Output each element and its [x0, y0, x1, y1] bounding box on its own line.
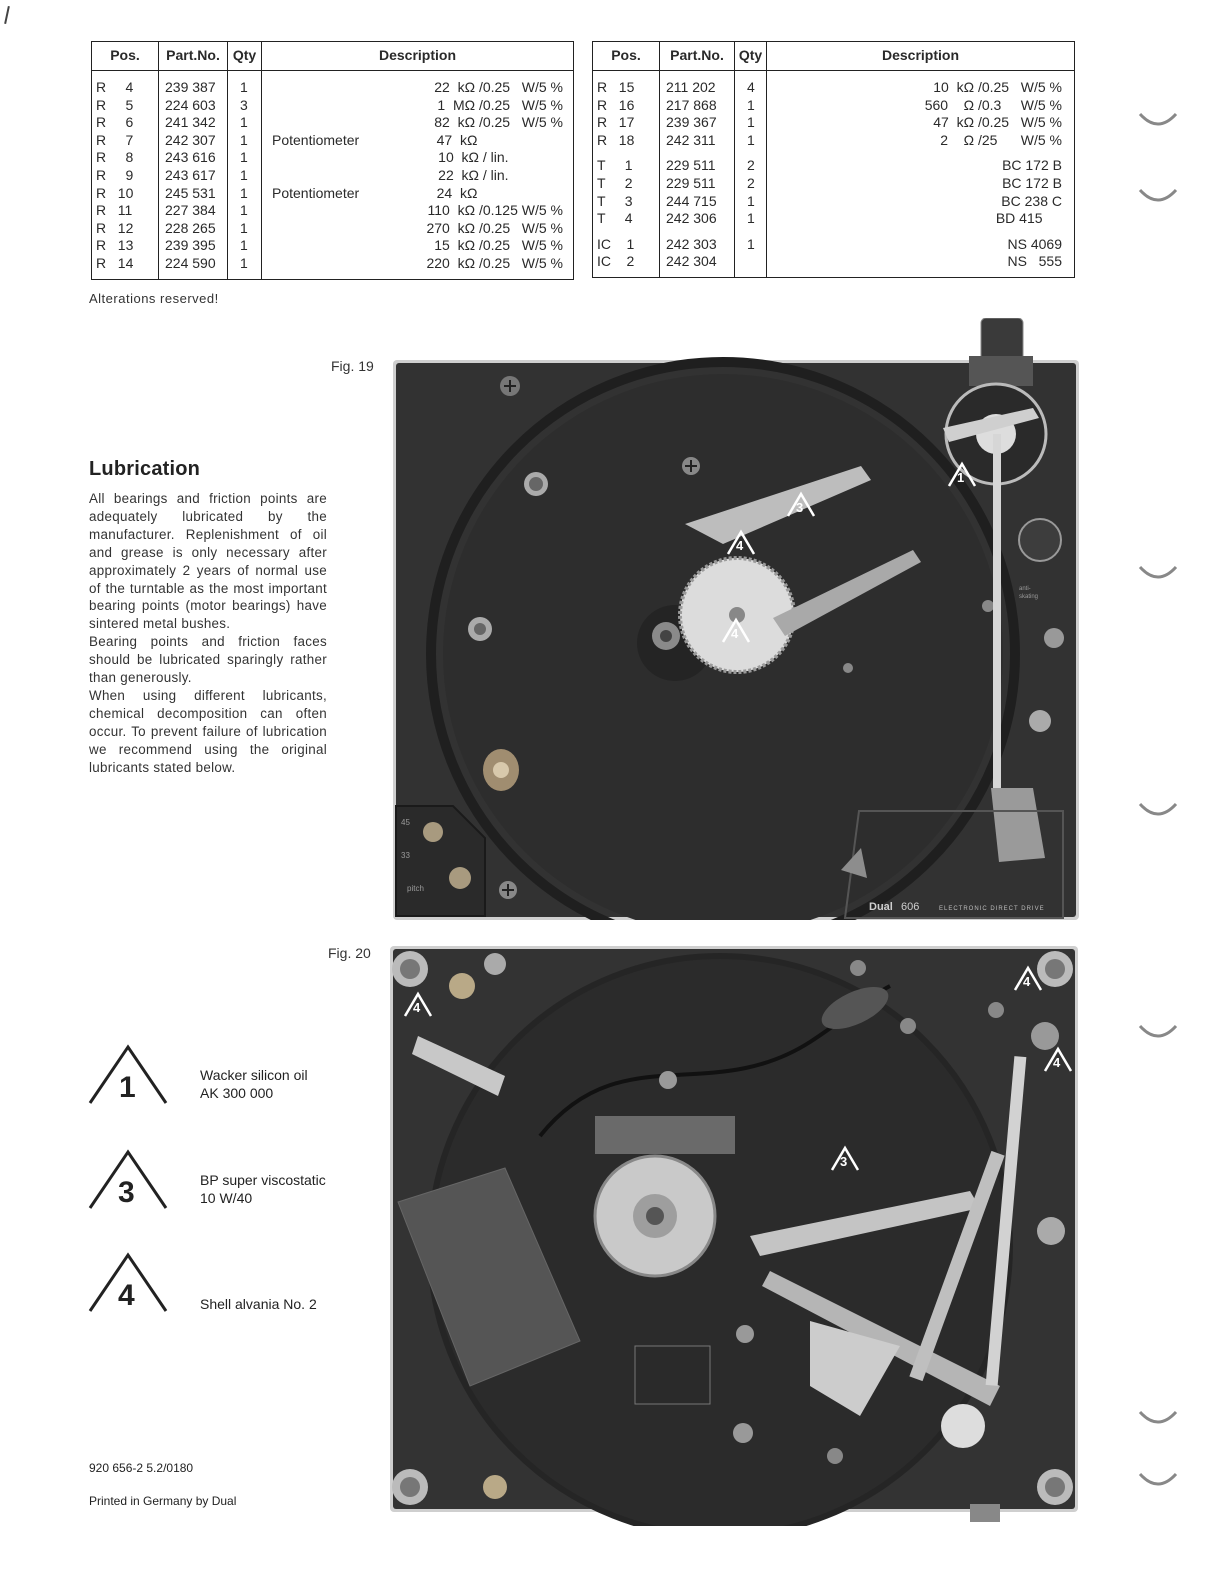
- lubricant-4-name: Shell alvania No. 2: [200, 1296, 317, 1312]
- cell-desc: BC 172 B: [767, 175, 1075, 193]
- slogan-label: ELECTRONIC DIRECT DRIVE: [939, 906, 1045, 912]
- col-part-header: Part.No.: [159, 42, 228, 71]
- cell-label: Potentiometer: [262, 132, 388, 150]
- cell-part: 239 395: [159, 237, 228, 255]
- svg-text:3: 3: [118, 1176, 135, 1209]
- cell-part: 227 384: [159, 202, 228, 220]
- cell-part: 245 531: [159, 185, 228, 203]
- cell-part: 224 590: [159, 255, 228, 279]
- speed-33-label: 33: [401, 851, 410, 860]
- table-row: [92, 185, 574, 203]
- cell-pos: IC 2: [593, 253, 660, 277]
- table-header-row: [593, 42, 1075, 71]
- cell-qty: 1: [735, 193, 767, 211]
- cell-qty: 1: [228, 237, 262, 255]
- lubrication-paragraph: All bearings and friction points are adequately lubricated by the manufacturer. Replenishment of oil and grease is only necessary after approximately 2 years of normal use of the turntable as the most important bearing points (motor bearings) have sintered metal bushes.: [89, 491, 327, 632]
- binder-hole: [1138, 100, 1178, 130]
- cell-qty: 1: [735, 97, 767, 115]
- cell-part: 229 511: [660, 175, 735, 193]
- binder-hole: [1138, 1398, 1178, 1428]
- cell-pos: R 12: [92, 220, 159, 238]
- cell-pos: R 8: [92, 149, 159, 167]
- cell-part: 243 616: [159, 149, 228, 167]
- fig20-label: Fig. 20: [328, 945, 371, 961]
- fig19-label: Fig. 19: [331, 358, 374, 374]
- table-row: [92, 132, 574, 150]
- table-row: [92, 237, 574, 255]
- cell-part: 242 307: [159, 132, 228, 150]
- svg-text:4: 4: [1053, 1055, 1061, 1070]
- col-desc-header: Description: [262, 42, 574, 71]
- cell-qty: 4: [735, 71, 767, 97]
- binder-hole: [1138, 1012, 1178, 1042]
- cell-desc: 560 Ω /0.3 W/5 %: [767, 97, 1075, 115]
- speed-45-label: 45: [401, 818, 410, 827]
- cell-pos: R 5: [92, 97, 159, 115]
- cell-label: Potentiometer: [262, 185, 388, 203]
- svg-text:3: 3: [840, 1154, 848, 1169]
- col-desc-header: Description: [767, 42, 1075, 71]
- table-row: [92, 202, 574, 220]
- cell-pos: R 6: [92, 114, 159, 132]
- cell-pos: T 2: [593, 175, 660, 193]
- cell-desc: NS 4069: [767, 228, 1075, 254]
- cell-label: [262, 220, 388, 238]
- cell-value: 22 kΩ /0.25 W/5 %: [387, 71, 573, 97]
- cell-part: 243 617: [159, 167, 228, 185]
- cell-value: 24 kΩ: [387, 185, 573, 203]
- cell-value: 22 kΩ / lin.: [387, 167, 573, 185]
- document-code: 920 656-2 5.2/0180: [89, 1461, 194, 1475]
- antiskating-label-2: skating: [1019, 594, 1039, 600]
- cell-pos: R 18: [593, 132, 660, 150]
- cell-qty: 1: [228, 132, 262, 150]
- pitch-label: pitch: [407, 884, 424, 893]
- col-qty-header: Qty: [735, 42, 767, 71]
- antiskating-label-1: anti-: [1019, 586, 1031, 592]
- table-row: [593, 132, 1075, 150]
- table-row: [92, 97, 574, 115]
- table-row: [92, 114, 574, 132]
- table-row: [92, 71, 574, 97]
- cell-label: [262, 167, 388, 185]
- cell-value: 10 kΩ / lin.: [387, 149, 573, 167]
- cell-part: 217 868: [660, 97, 735, 115]
- cell-part: 242 303: [660, 228, 735, 254]
- cell-desc: 47 kΩ /0.25 W/5 %: [767, 114, 1075, 132]
- table-row: [92, 220, 574, 238]
- col-pos-header: Pos.: [92, 42, 159, 71]
- cell-pos: T 1: [593, 149, 660, 175]
- brand-label: Dual: [869, 901, 893, 913]
- table-row: [593, 149, 1075, 175]
- lubricant-1-name: Wacker silicon oil: [200, 1067, 308, 1083]
- cell-pos: IC 1: [593, 228, 660, 254]
- model-label: 606: [901, 901, 920, 913]
- cell-part: 239 367: [660, 114, 735, 132]
- corner-mark: [4, 6, 10, 24]
- cell-qty: 1: [228, 220, 262, 238]
- cell-qty: 1: [228, 202, 262, 220]
- cell-desc: NS 555: [767, 253, 1075, 277]
- cell-pos: R 9: [92, 167, 159, 185]
- cell-label: [262, 202, 388, 220]
- svg-text:4: 4: [413, 1000, 421, 1015]
- table-row: [92, 255, 574, 279]
- binder-hole: [1138, 553, 1178, 583]
- table-header-row: [92, 42, 574, 71]
- cell-part: 244 715: [660, 193, 735, 211]
- cell-part: 241 342: [159, 114, 228, 132]
- binder-hole: [1138, 1460, 1178, 1490]
- cell-value: 1 MΩ /0.25 W/5 %: [387, 97, 573, 115]
- col-pos-header: Pos.: [593, 42, 660, 71]
- cell-part: 211 202: [660, 71, 735, 97]
- table-row: [593, 228, 1075, 254]
- cell-qty: [735, 253, 767, 277]
- cell-pos: R 17: [593, 114, 660, 132]
- cell-value: 270 kΩ /0.25 W/5 %: [387, 220, 573, 238]
- lubrication-body: [89, 490, 327, 777]
- lubrication-title: Lubrication: [89, 458, 201, 480]
- cell-part: 239 387: [159, 71, 228, 97]
- svg-text:3: 3: [796, 500, 804, 515]
- cell-label: [262, 255, 388, 279]
- parts-table-right: [592, 41, 1075, 278]
- cell-value: 220 kΩ /0.25 W/5 %: [387, 255, 573, 279]
- cell-pos: R 13: [92, 237, 159, 255]
- lubricant-3-text: [200, 1171, 326, 1207]
- cell-qty: 2: [735, 149, 767, 175]
- lubrication-paragraph: Bearing points and friction faces should be lubricated sparingly rather than generously.: [89, 634, 327, 686]
- cell-value: 15 kΩ /0.25 W/5 %: [387, 237, 573, 255]
- lubricant-1-code: AK 300 000: [200, 1085, 274, 1101]
- cell-pos: R 10: [92, 185, 159, 203]
- cell-label: [262, 114, 388, 132]
- cell-qty: 1: [228, 185, 262, 203]
- cell-qty: 1: [228, 149, 262, 167]
- cell-qty: 2: [735, 175, 767, 193]
- table-row: [593, 71, 1075, 97]
- table-row: [92, 167, 574, 185]
- lubricant-1-text: [200, 1066, 308, 1102]
- binder-hole: [1138, 176, 1178, 206]
- lubricant-3-code: 10 W/40: [200, 1190, 253, 1206]
- cell-pos: R 11: [92, 202, 159, 220]
- lubricant-3-icon: [86, 1148, 170, 1210]
- cell-label: [262, 97, 388, 115]
- svg-text:1: 1: [957, 470, 965, 485]
- lubricant-4-text: [200, 1295, 317, 1313]
- cell-label: [262, 149, 388, 167]
- alterations-note: Alterations reserved!: [89, 291, 219, 306]
- lubricant-4-icon: [86, 1251, 170, 1313]
- cell-qty: 1: [228, 255, 262, 279]
- svg-text:1: 1: [119, 1071, 136, 1104]
- cell-qty: 1: [735, 132, 767, 150]
- cell-desc: BD 415: [767, 210, 1075, 228]
- cell-pos: R 16: [593, 97, 660, 115]
- cell-pos: R 4: [92, 71, 159, 97]
- table-row: [92, 149, 574, 167]
- cell-desc: BC 172 B: [767, 149, 1075, 175]
- cell-desc: BC 238 C: [767, 193, 1075, 211]
- svg-text:4: 4: [118, 1279, 135, 1312]
- col-qty-header: Qty: [228, 42, 262, 71]
- cell-qty: 1: [228, 114, 262, 132]
- binder-hole: [1138, 790, 1178, 820]
- lubricant-3-name: BP super viscostatic: [200, 1172, 326, 1188]
- lubrication-paragraph: When using different lubricants, chemical decomposition can often occur. To prevent failure of lubrication we recommend using the original lubricants stated below.: [89, 687, 327, 775]
- cell-desc: 2 Ω /25 W/5 %: [767, 132, 1075, 150]
- cell-value: 47 kΩ: [387, 132, 573, 150]
- cell-value: 82 kΩ /0.25 W/5 %: [387, 114, 573, 132]
- cell-part: 242 304: [660, 253, 735, 277]
- cell-pos: R 14: [92, 255, 159, 279]
- cell-qty: 1: [735, 210, 767, 228]
- cell-part: 228 265: [159, 220, 228, 238]
- cell-qty: 1: [228, 71, 262, 97]
- table-row: [593, 210, 1075, 228]
- parts-table-left: [91, 41, 574, 280]
- cell-qty: 3: [228, 97, 262, 115]
- printed-note: Printed in Germany by Dual: [89, 1494, 237, 1508]
- cell-qty: 1: [735, 228, 767, 254]
- cell-pos: R 7: [92, 132, 159, 150]
- cell-part: 224 603: [159, 97, 228, 115]
- fig19-photo: [393, 318, 1079, 920]
- table-row: [593, 175, 1075, 193]
- col-part-header: Part.No.: [660, 42, 735, 71]
- svg-text:4: 4: [1023, 974, 1031, 989]
- table-row: [593, 97, 1075, 115]
- cell-pos: T 4: [593, 210, 660, 228]
- cell-part: 229 511: [660, 149, 735, 175]
- cell-pos: R 15: [593, 71, 660, 97]
- cell-value: 110 kΩ /0.125 W/5 %: [387, 202, 573, 220]
- table-row: [593, 193, 1075, 211]
- cell-desc: 10 kΩ /0.25 W/5 %: [767, 71, 1075, 97]
- cell-part: 242 306: [660, 210, 735, 228]
- fig20-photo: [390, 946, 1078, 1526]
- cell-qty: 1: [228, 167, 262, 185]
- table-row: [593, 114, 1075, 132]
- cell-pos: T 3: [593, 193, 660, 211]
- svg-text:4: 4: [736, 538, 744, 553]
- cell-qty: 1: [735, 114, 767, 132]
- table-row: [593, 253, 1075, 277]
- cell-label: [262, 237, 388, 255]
- cell-part: 242 311: [660, 132, 735, 150]
- cell-label: [262, 71, 388, 97]
- lubricant-1-icon: [86, 1043, 170, 1105]
- svg-text:4: 4: [731, 626, 739, 641]
